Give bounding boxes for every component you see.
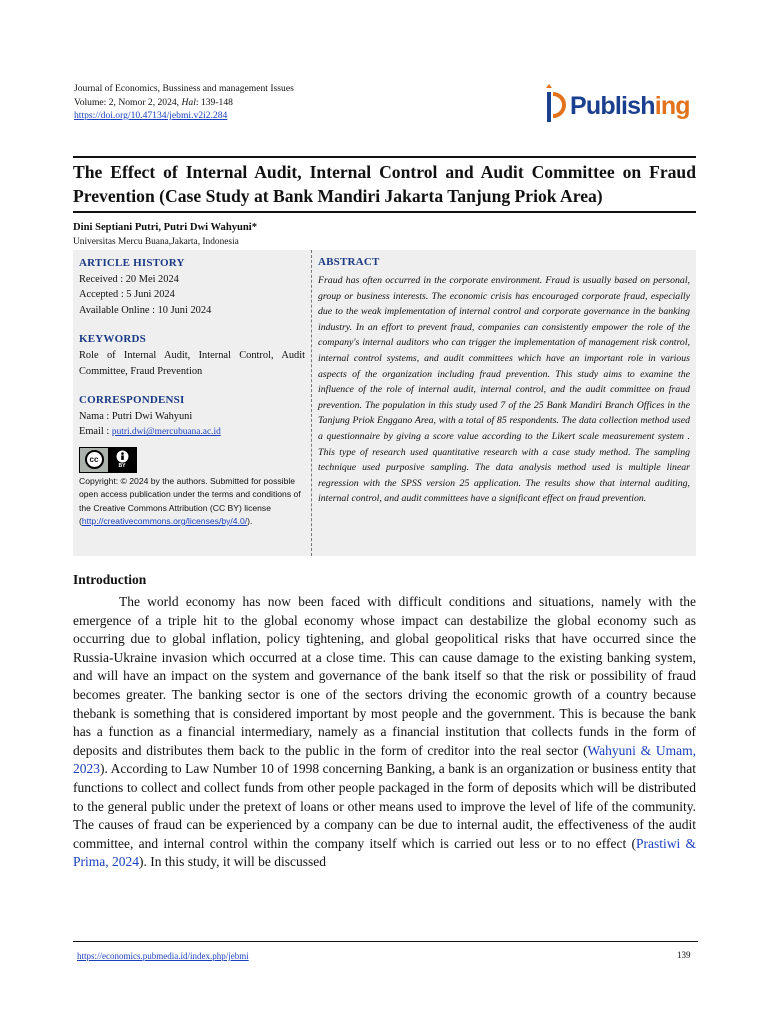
article-info-panel bbox=[73, 250, 311, 556]
cc-icon: cc bbox=[85, 450, 104, 469]
title-bottom-rule bbox=[73, 211, 696, 213]
journal-name: Journal of Economics, Bussiness and management Issues bbox=[74, 83, 294, 94]
by-label: BY bbox=[118, 463, 126, 470]
journal-url-link[interactable]: https://economics.pubmedia.id/index.php/jebmi bbox=[77, 951, 249, 961]
correspondence-heading: CORRESPONDENSI bbox=[79, 394, 185, 407]
introduction-paragraph: The world economy has now been faced with difficult conditions and situations, namely with the emergence of a triple hit to the global economy whose impact can destabilize the global economy such as occurring due to global inflation, policy tightening, and global geopolitical risks that have occurred since the Russia-Ukraine invasion which occurred at a close time. This can cause damage to the existing banking system, and will have an impact on the system and governance of the bank itself so that the risk or possibility of fraud becomes greater. The banking sector is one of the sectors driving the economic growth of a country because thebank is something that is considered important by most people and the government. This is because the bank has a function as a financial intermediary, namely as a financial institution that collects funds in the form of deposits and distributes them back to the public in the form of creditor into the real sector (Wahyuni & Umam, 2023). According to Law Number 10 of 1998 concerning Banking, a bank is an organization or business entity that functions to collect and collect funds from other people packaged in the form of deposits which will be distributed to the general public under the pretext of loans or other means used to improve the level of life of the community. The causes of fraud can be experienced by a company can be due to internal audit, the effectiveness of the audit committee, and internal control within the company itself which is carried out less or to no effect (Prastiwi & Prima, 2024). In this study, it will be discussed bbox=[73, 594, 696, 870]
doi-link[interactable]: https://doi.org/10.47134/jebmi.v2i2.284 bbox=[74, 110, 228, 121]
abstract-panel bbox=[311, 250, 696, 556]
footer-rule bbox=[73, 941, 698, 942]
title-top-rule bbox=[73, 156, 696, 158]
citation-prastiwi[interactable]: Prastiwi & Prima, 2024 bbox=[73, 835, 696, 870]
received-date: Received : 20 Mei 2024 bbox=[79, 273, 179, 285]
keywords-text: Role of Internal Audit, Internal Control, Audit Committee, Fraud Prevention bbox=[79, 349, 305, 377]
introduction-heading: Introduction bbox=[73, 572, 147, 587]
authors: Dini Septiani Putri, Putri Dwi Wahyuni* bbox=[73, 222, 258, 233]
cc-by-badge[interactable] bbox=[79, 447, 137, 473]
article-history-heading: ARTICLE HISTORY bbox=[79, 257, 185, 269]
page-number: 139 bbox=[677, 950, 691, 960]
person-icon bbox=[116, 450, 129, 463]
journal-header bbox=[74, 82, 294, 123]
copyright-notice: Copyright: © 2024 by the authors. Submitted for possible open access publication under the terms and conditions of the Creative Commons Attribution (CC BY) license (http://creativecommons.org/licenses/by/4.0/). bbox=[79, 475, 301, 526]
logo-wordmark: Publishing bbox=[570, 92, 690, 120]
paper-title: The Effect of Internal Audit, Internal Control and Audit Committee on Fraud Prevention (Case Study at Bank Mandiri Jakarta Tanjung Priok Area) bbox=[73, 162, 696, 206]
abstract-text: Fraud has often occurred in the corporate environment. Fraud is usually based on personal, group or business interests. The economic crisis has encouraged corporate fraud, especially due to the weak implementation of internal control and corporate governance in the banking industry. In an effort to prevent fraud, companies can consistently empower the role of the company's internal auditors who can trigger the implementation of management risk control, internal control systems, and audit committees which have an important role in various aspects of the organization including fraud prevention. This study aims to examine the influence of the role of internal audit, internal control, and the audit committee on fraud prevention. The population in this study used 7 of the 25 Bank Mandiri Branch Offices in the Tanjung Priok Enggano Area, with a total of 85 respondents. The data collection method used a questionnaire by giving a score value according to the Likert scale measurement system . This type of research used quantitative research with a case study method. The sampling technique used purposive sampling. The data analysis method used is multiple linear regression with the SPSS version 25 application. The results show that internal auditing, internal control, and audit committees have a significant effect on fraud prevention. bbox=[318, 275, 690, 505]
license-link[interactable]: http://creativecommons.org/licenses/by/4.0/ bbox=[81, 515, 248, 526]
affiliation: Universitas Mercu Buana,Jakarta, Indonesia bbox=[73, 237, 239, 247]
email-link[interactable]: putri.dwi@mercubuana.ac.id bbox=[111, 427, 221, 438]
correspondence-name: Nama : Putri Dwi Wahyuni bbox=[79, 410, 193, 422]
publishing-logo bbox=[540, 82, 690, 124]
online-date: Available Online : 10 Juni 2024 bbox=[79, 304, 212, 316]
citation-wahyuni[interactable]: Wahyuni & Umam, 2023 bbox=[73, 742, 696, 777]
abstract-heading: ABSTRACT bbox=[318, 256, 380, 268]
publishing-logo-icon bbox=[540, 82, 572, 126]
accepted-date: Accepted : 5 Juni 2024 bbox=[79, 289, 175, 301]
hal-label: Hal bbox=[181, 96, 196, 108]
journal-volume: Volume: 2, Nomor 2, 2024, Hal: 139-148 bbox=[74, 96, 233, 108]
keywords-heading: KEYWORDS bbox=[79, 333, 146, 346]
correspondence-email-row: Email : putri.dwi@mercubuana.ac.id bbox=[79, 426, 221, 438]
footer bbox=[77, 951, 249, 961]
